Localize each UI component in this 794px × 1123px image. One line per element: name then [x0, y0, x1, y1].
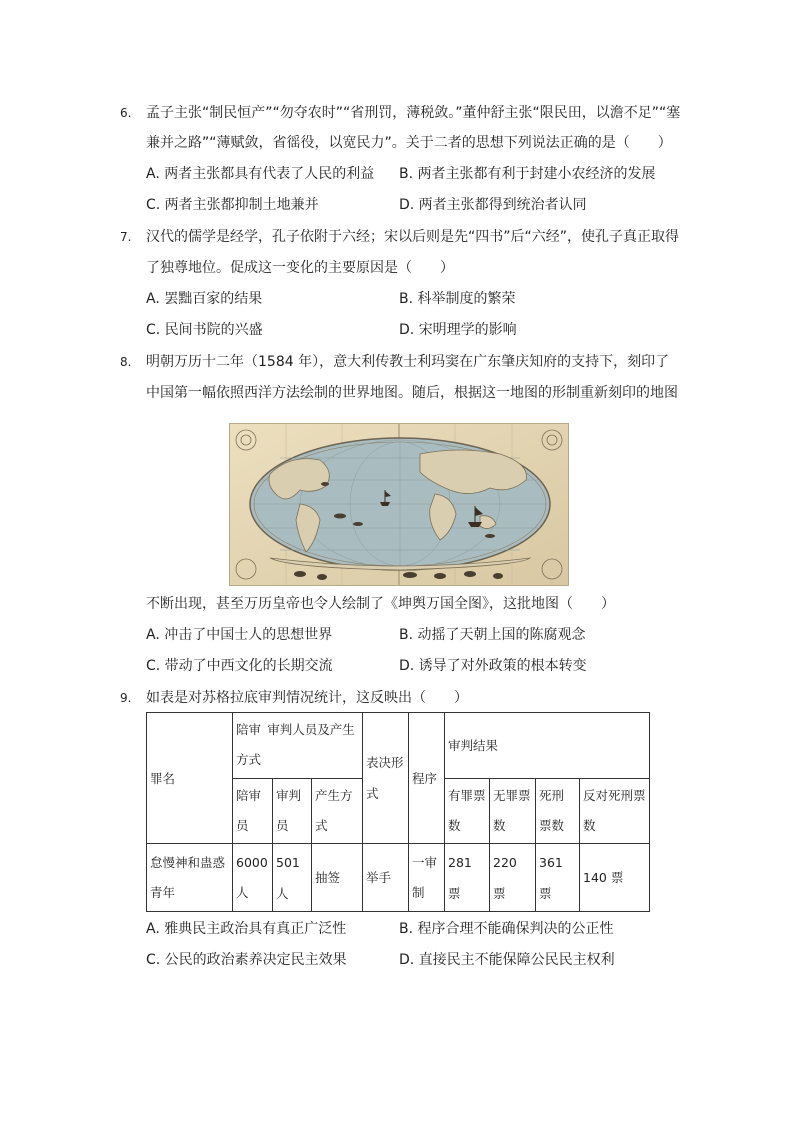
answer-option-c[interactable]: C. 两者主张都抑制土地兼并	[146, 197, 319, 213]
answer-option-a[interactable]: A. 两者主张都具有代表了人民的利益	[146, 166, 375, 182]
subheader-notguilty: 无罪票数	[490, 778, 536, 844]
answer-option-c[interactable]: C. 带动了中西文化的长期交流	[146, 658, 333, 674]
answer-option-d[interactable]: D. 直接民主不能保障公民民主权利	[399, 952, 615, 968]
socrates-trial-table	[146, 712, 650, 912]
question-number: 9.	[120, 691, 132, 705]
header-vote-form: 表决形式	[363, 713, 409, 844]
answer-option-b[interactable]: B. 两者主张都有利于封建小农经济的发展	[399, 166, 656, 182]
cell-procedure: 一审制	[409, 844, 445, 912]
subheader-judges: 审判员	[273, 778, 312, 844]
header-result: 审判结果	[445, 713, 650, 779]
world-map-image	[229, 423, 569, 586]
answer-option-c[interactable]: C. 民间书院的兴盛	[146, 322, 263, 338]
header-crime: 罪名	[147, 713, 233, 844]
cell-method: 抽签	[312, 844, 363, 912]
header-jury-group: 陪审 审判人员及产生方式	[233, 713, 363, 779]
answer-option-a[interactable]: A. 罢黜百家的结果	[146, 291, 263, 307]
cell-notguilty: 220 票	[490, 844, 536, 912]
answer-option-c[interactable]: C. 公民的政治素养决定民主效果	[146, 952, 347, 968]
question-stem-line: 不断出现，甚至万历皇帝也令人绘制了《坤舆万国全图》，这批地图（ ）	[146, 596, 615, 612]
subheader-guilty: 有罪票数	[445, 778, 490, 844]
question-stem-line: 了独尊地位。促成这一变化的主要原因是（ ）	[146, 260, 454, 276]
question-stem-line: 汉代的儒学是经学，孔子依附于六经；宋以后则是先“四书”后“六经”，使孔子真正取得	[146, 229, 680, 245]
answer-option-b[interactable]: B. 程序合理不能确保判决的公正性	[399, 921, 614, 937]
answer-option-d[interactable]: D. 宋明理学的影响	[399, 322, 517, 338]
subheader-jurors: 陪审员	[233, 778, 273, 844]
question-number: 6.	[120, 106, 132, 120]
world-map-illustration	[230, 424, 568, 585]
answer-option-a[interactable]: A. 冲击了中国士人的思想世界	[146, 627, 333, 643]
cell-jurors: 6000人	[233, 844, 273, 912]
subheader-death: 死刑票数	[536, 778, 580, 844]
answer-option-a[interactable]: A. 雅典民主政治具有真正广泛性	[146, 921, 347, 937]
question-number: 7.	[120, 230, 132, 244]
table-row	[147, 844, 650, 912]
question-stem-line: 如表是对苏格拉底审判情况统计，这反映出（ ）	[146, 690, 468, 706]
answer-option-d[interactable]: D. 两者主张都得到统治者认同	[399, 197, 587, 213]
question-stem-line: 孟子主张“制民恒产”“勿夺农时”“省刑罚，薄税敛。”董仲舒主张“限民田，以澹不足”“塞	[146, 105, 681, 121]
header-procedure: 程序	[409, 713, 445, 844]
question-stem-line: 中国第一幅依照西洋方法绘制的世界地图。随后，根据这一地图的形制重新刻印的地图	[146, 385, 678, 401]
answer-option-b[interactable]: B. 科举制度的繁荣	[399, 291, 516, 307]
cell-death: 361 票	[536, 844, 580, 912]
cell-vote: 举手	[363, 844, 409, 912]
question-stem-line: 明朝万历十二年（1584 年），意大利传教士利玛窦在广东肇庆知府的支持下，刻印了	[146, 354, 670, 370]
cell-guilty: 281 票	[445, 844, 490, 912]
answer-option-d[interactable]: D. 诱导了对外政策的根本转变	[399, 658, 587, 674]
question-stem-line: 兼并之路”“薄赋敛，省徭役，以宽民力”。关于二者的思想下列说法正确的是（ ）	[146, 135, 672, 151]
cell-crime: 怠慢神和蛊惑青年	[147, 844, 233, 912]
subheader-method: 产生方式	[312, 778, 363, 844]
cell-judges: 501 人	[273, 844, 312, 912]
answer-option-b[interactable]: B. 动摇了天朝上国的陈腐观念	[399, 627, 586, 643]
question-number: 8.	[120, 355, 132, 369]
cell-against: 140 票	[580, 844, 650, 912]
subheader-against-death: 反对死刑票数	[580, 778, 650, 844]
